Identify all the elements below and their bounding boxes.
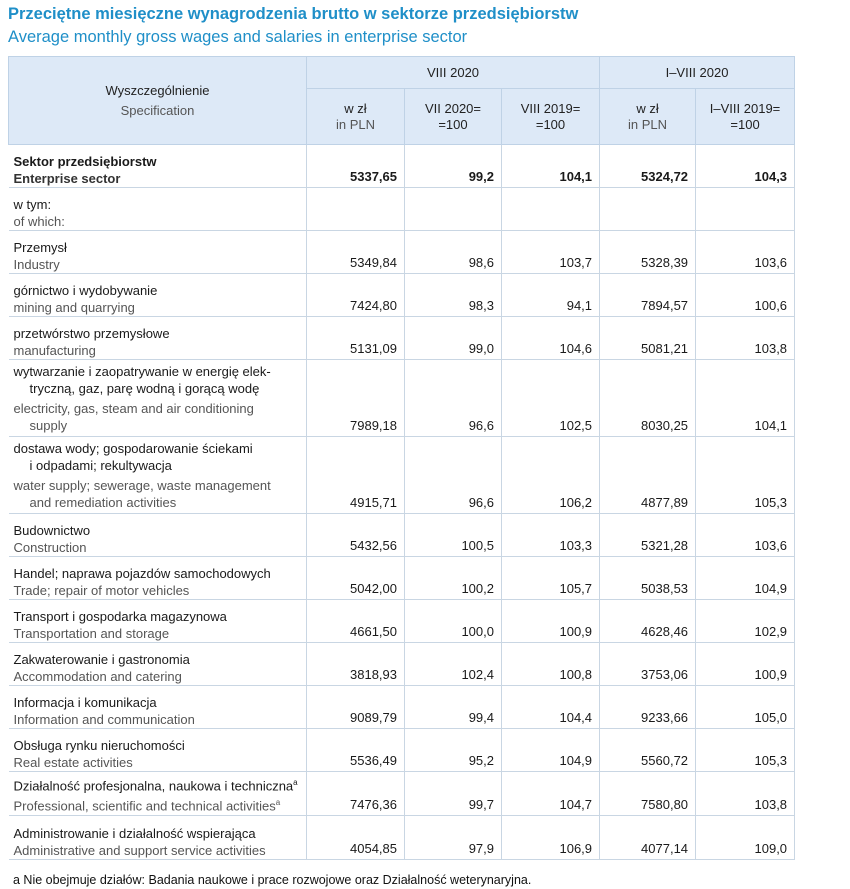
cell-value: 5337,65: [307, 145, 405, 188]
cell-value: 5042,00: [307, 557, 405, 600]
row-label: Sektor przedsiębiorstw Enterprise sector: [9, 145, 307, 188]
cell-value: 99,7: [405, 772, 502, 816]
row-label: Transport i gospodarka magazynowa Transportation and storage: [9, 600, 307, 643]
col-header-pln-cumulative: w zł in PLN: [600, 89, 696, 145]
cell-value: 98,6: [405, 231, 502, 274]
col-header-i-viii-2019: I–VIII 2019= =100: [696, 89, 795, 145]
table-row: [9, 557, 795, 600]
specification-header: Wyszczególnienie Specification: [9, 57, 307, 145]
row-label: Działalność profesjonalna, naukowa i techniczna$^a$ Professional, scientific and technical activities$^a$: [9, 772, 307, 816]
cell-value: 8030,25: [600, 360, 696, 437]
row-label: Obsługa rynku nieruchomości Real estate activities: [9, 729, 307, 772]
cell-value: 5536,49: [307, 729, 405, 772]
cell-value: 7580,80: [600, 772, 696, 816]
cell-value: [696, 188, 795, 231]
row-label: przetwórstwo przemysłowe manufacturing: [9, 317, 307, 360]
table-row: [9, 231, 795, 274]
cell-value: 9089,79: [307, 686, 405, 729]
cell-value: 102,4: [405, 643, 502, 686]
cell-value: 4877,89: [600, 437, 696, 514]
cell-value: 5328,39: [600, 231, 696, 274]
cell-value: 102,9: [696, 600, 795, 643]
cell-value: 7424,80: [307, 274, 405, 317]
row-label: wytwarzanie i zaopatrywanie w energię elek- tryczną, gaz, parę wodną i gorącą wodę electricity, gas, steam and air conditioning supply: [9, 360, 307, 437]
cell-value: 5321,28: [600, 514, 696, 557]
cell-value: 4077,14: [600, 816, 696, 860]
table-title: Przeciętne miesięczne wynagrodzenia brutto w sektorze przedsiębiorstw: [8, 5, 579, 23]
cell-value: 7989,18: [307, 360, 405, 437]
table-row: [9, 772, 795, 816]
cell-value: 96,6: [405, 360, 502, 437]
cell-value: 104,3: [696, 145, 795, 188]
cell-value: 95,2: [405, 729, 502, 772]
cell-value: 96,6: [405, 437, 502, 514]
cell-value: 100,9: [502, 600, 600, 643]
cell-value: [307, 188, 405, 231]
cell-value: 104,1: [502, 145, 600, 188]
group-header-i-viii-2020: I–VIII 2020: [600, 57, 795, 89]
cell-value: 100,8: [502, 643, 600, 686]
cell-value: 105,0: [696, 686, 795, 729]
table-row: [9, 360, 795, 437]
cell-value: 100,2: [405, 557, 502, 600]
cell-value: 99,4: [405, 686, 502, 729]
footnote-marker: a: [275, 798, 281, 808]
col-header-pln: w zł in PLN: [307, 89, 405, 145]
cell-value: 94,1: [502, 274, 600, 317]
cell-value: 104,4: [502, 686, 600, 729]
table-row: [9, 317, 795, 360]
cell-value: 99,2: [405, 145, 502, 188]
cell-value: 5349,84: [307, 231, 405, 274]
footnote: a Nie obejmuje działów: Badania naukowe i prace rozwojowe oraz Działalność weterynaryjna.: [13, 873, 532, 887]
row-label: dostawa wody; gospodarowanie ściekami i odpadami; rekultywacja water supply; sewerage, waste management and remediation activities: [9, 437, 307, 514]
cell-value: 109,0: [696, 816, 795, 860]
cell-value: 7476,36: [307, 772, 405, 816]
row-label: Przemysł Industry: [9, 231, 307, 274]
cell-value: 5432,56: [307, 514, 405, 557]
cell-value: 105,3: [696, 437, 795, 514]
table-row: [9, 816, 795, 860]
footnote-marker: a: [293, 778, 298, 788]
cell-value: 100,6: [696, 274, 795, 317]
cell-value: 4661,50: [307, 600, 405, 643]
cell-value: 100,0: [405, 600, 502, 643]
table-row: [9, 686, 795, 729]
table-row: [9, 437, 795, 514]
cell-value: [405, 188, 502, 231]
cell-value: 103,8: [696, 317, 795, 360]
table-row: [9, 643, 795, 686]
group-header-viii-2020: VIII 2020: [307, 57, 600, 89]
cell-value: [600, 188, 696, 231]
table-row: [9, 145, 795, 188]
cell-value: 104,7: [502, 772, 600, 816]
cell-value: 5560,72: [600, 729, 696, 772]
row-label: Informacja i komunikacja Information and communication: [9, 686, 307, 729]
cell-value: 106,9: [502, 816, 600, 860]
cell-value: 97,9: [405, 816, 502, 860]
table-row: [9, 188, 795, 231]
table-row: [9, 729, 795, 772]
cell-value: 104,9: [502, 729, 600, 772]
cell-value: 4054,85: [307, 816, 405, 860]
cell-value: 104,6: [502, 317, 600, 360]
row-label: w tym: of which:: [9, 188, 307, 231]
cell-value: 105,7: [502, 557, 600, 600]
cell-value: 105,3: [696, 729, 795, 772]
cell-value: 5324,72: [600, 145, 696, 188]
cell-value: 5081,21: [600, 317, 696, 360]
cell-value: 100,5: [405, 514, 502, 557]
cell-value: 9233,66: [600, 686, 696, 729]
cell-value: 102,5: [502, 360, 600, 437]
row-label: górnictwo i wydobywanie mining and quarrying: [9, 274, 307, 317]
cell-value: 3753,06: [600, 643, 696, 686]
cell-value: 3818,93: [307, 643, 405, 686]
cell-value: 103,3: [502, 514, 600, 557]
cell-value: 100,9: [696, 643, 795, 686]
row-label: Zakwaterowanie i gastronomia Accommodation and catering: [9, 643, 307, 686]
table-row: [9, 514, 795, 557]
cell-value: 103,6: [696, 231, 795, 274]
cell-value: 103,6: [696, 514, 795, 557]
table-body: [9, 145, 795, 860]
cell-value: 4628,46: [600, 600, 696, 643]
cell-value: 5131,09: [307, 317, 405, 360]
row-label: Budownictwo Construction: [9, 514, 307, 557]
table-header: [9, 57, 795, 145]
cell-value: 104,1: [696, 360, 795, 437]
cell-value: 103,8: [696, 772, 795, 816]
wages-table: [8, 56, 795, 860]
cell-value: 103,7: [502, 231, 600, 274]
cell-value: 104,9: [696, 557, 795, 600]
row-label: Administrowanie i działalność wspierająca Administrative and support service activities: [9, 816, 307, 860]
cell-value: 106,2: [502, 437, 600, 514]
cell-value: 98,3: [405, 274, 502, 317]
col-header-vii-2020: VII 2020= =100: [405, 89, 502, 145]
table-row: [9, 274, 795, 317]
cell-value: 7894,57: [600, 274, 696, 317]
cell-value: 4915,71: [307, 437, 405, 514]
table-row: [9, 600, 795, 643]
cell-value: [502, 188, 600, 231]
row-label: Handel; naprawa pojazdów samochodowych Trade; repair of motor vehicles: [9, 557, 307, 600]
col-header-viii-2019: VIII 2019= =100: [502, 89, 600, 145]
cell-value: 5038,53: [600, 557, 696, 600]
cell-value: 99,0: [405, 317, 502, 360]
table-subtitle: Average monthly gross wages and salaries in enterprise sector: [8, 28, 468, 46]
